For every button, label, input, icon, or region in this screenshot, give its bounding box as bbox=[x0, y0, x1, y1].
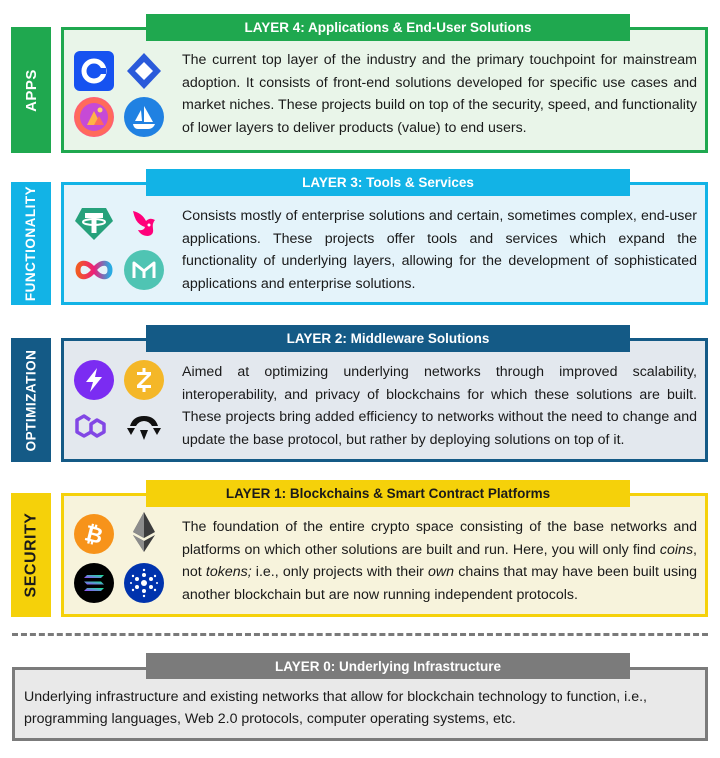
side-label-optimization: OPTIMIZATION bbox=[11, 338, 51, 462]
dashed-divider bbox=[12, 633, 708, 636]
layer-4-header: LAYER 4: Applications & End-User Solutions bbox=[146, 14, 630, 41]
cardano-icon bbox=[124, 563, 164, 603]
ethereum-icon bbox=[124, 512, 164, 552]
side-label-security: SECURITY bbox=[11, 493, 51, 617]
solana-icon bbox=[74, 563, 114, 603]
lightning-icon bbox=[74, 360, 114, 400]
opensea-icon bbox=[124, 97, 164, 137]
side-label-apps: APPS bbox=[11, 27, 51, 153]
layer-0-description: Underlying infrastructure and existing networks that allow for blockchain technology to function, i.e., programming languages, Web 2.0 protocols, computer operating systems, etc. bbox=[24, 689, 648, 727]
quant-icon bbox=[124, 406, 164, 446]
layer-3-description: Consists mostly of enterprise solutions and certain, sometimes complex, end-user applications. These projects offer tools and services which expand the functionality of underlying layers, allowing for the development of sophisticated applications and enterprise solutions. bbox=[182, 208, 697, 292]
layer-2-description: Aimed at optimizing underlying networks through improved scalability, interoperability, and privacy of blockchains for which these solutions are built. These projects bring added efficiency to networks without the need to change and update the base protocol, but rather by deploying solutions on top of it. bbox=[182, 364, 697, 448]
polygon-icon bbox=[72, 406, 116, 446]
coinbase-icon bbox=[74, 51, 114, 91]
layer-1-description: The foundation of the entire crypto space consisting of the base networks and platforms on which other solutions are built and run. Here, you will only find coins, not tokens; i.e., only projects with their own chains that may have been built using another blockchain but are now running independent protocols. bbox=[182, 519, 697, 603]
layer-2-header: LAYER 2: Middleware Solutions bbox=[146, 325, 630, 352]
maker-icon bbox=[124, 250, 164, 290]
svg-text:₿: ₿ bbox=[81, 521, 106, 550]
emphasis-coins: coins bbox=[659, 541, 694, 558]
layer-0-header: LAYER 0: Underlying Infrastructure bbox=[146, 653, 630, 679]
internet-computer-icon bbox=[72, 250, 116, 290]
emphasis-own: own bbox=[428, 564, 455, 580]
emphasis-tokens: tokens; bbox=[205, 564, 252, 580]
layer-3-header: LAYER 3: Tools & Services bbox=[146, 169, 630, 196]
layer-1-header: LAYER 1: Blockchains & Smart Contract Platforms bbox=[146, 480, 630, 507]
zcash-icon bbox=[124, 360, 164, 400]
uniswap-icon bbox=[124, 203, 164, 243]
chainlink-icon bbox=[124, 51, 164, 91]
decentraland-icon bbox=[74, 97, 114, 137]
tether-icon bbox=[74, 203, 114, 243]
side-label-functionality: FUNCTIONALITY bbox=[11, 182, 51, 305]
layer-4-description: The current top layer of the industry and the primary touchpoint for mainstream adoption. It consists of front-end solutions developed for specific use cases and market niches. These projects build on top of the security, speed, and functionality of lower layers to deliver products (value) to end users. bbox=[182, 52, 697, 136]
bitcoin-icon bbox=[74, 514, 114, 554]
